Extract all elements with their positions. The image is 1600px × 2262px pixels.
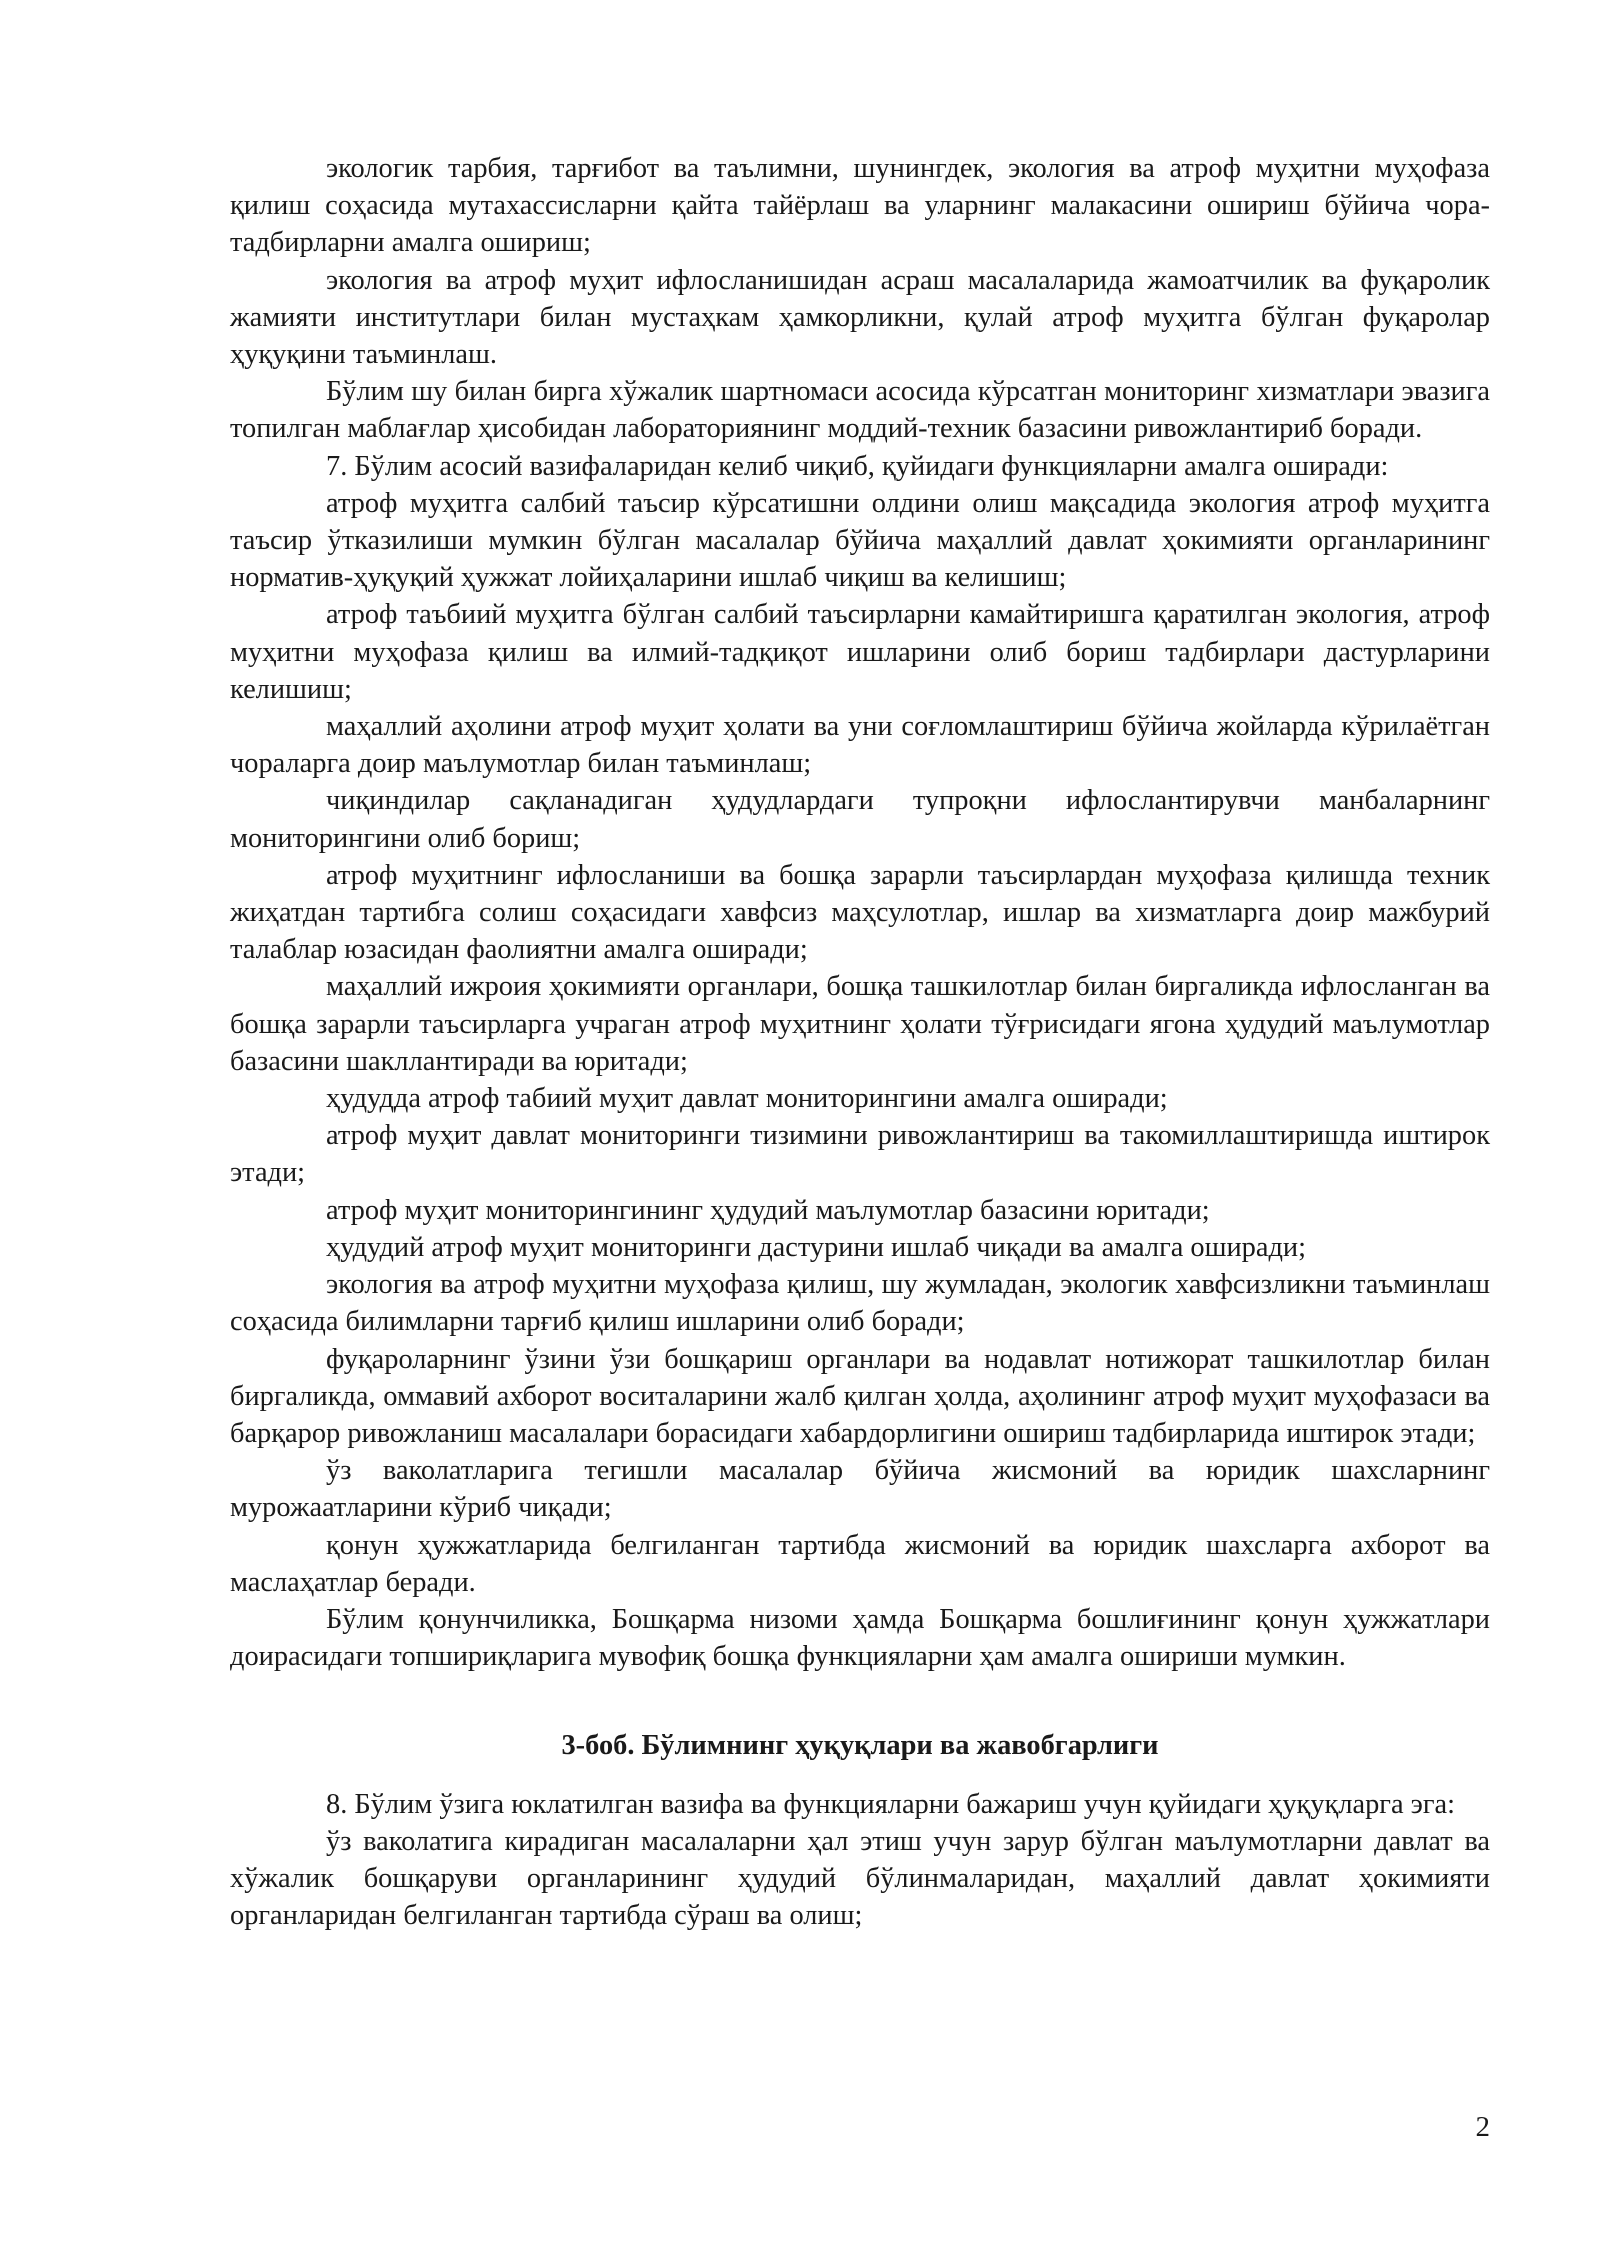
paragraph: экология ва атроф муҳит ифлосланишидан асраш масалаларида жамоатчилик ва фуқаролик жамияти институтлари билан мустаҳкам ҳамкорликни, қулай атроф муҳитга бўлган фуқаролар ҳуқуқини таъминлаш. xyxy=(230,264,1490,371)
paragraph: ўз ваколатига кирадиган масалаларни ҳал этиш учун зарур бўлган маълумотларни давлат ва хўжалик бошқаруви органларининг ҳудудий бўлинмаларидан, маҳаллий давлат ҳокимияти органларидан белгиланган тартибда сўраш ва олиш; xyxy=(230,1825,1490,1932)
paragraph: ҳудудий атроф муҳит мониторинги дастурини ишлаб чиқади ва амалга оширади; xyxy=(326,1231,1306,1263)
numbered-paragraph-8: 8. Бўлим ўзига юклатилган вазифа ва функцияларни бажариш учун қуйидаги ҳуқуқларга эга: xyxy=(326,1788,1455,1820)
paragraph: Бўлим қонунчиликка, Бошқарма низоми ҳамда Бошқарма бошлиғининг қонун ҳужжатлари доирасидаги топшириқларига мувофиқ бошқа функцияларни ҳам амалга ошириши мумкин. xyxy=(230,1603,1490,1673)
page-number: 2 xyxy=(1475,2111,1490,2143)
paragraph: атроф муҳит давлат мониторинги тизимини ривожлантириш ва такомиллаштиришда иштирок этади; xyxy=(230,1120,1490,1189)
numbered-paragraph-7: 7. Бўлим асосий вазифаларидан келиб чиқиб, қуйидаги функцияларни амалга оширади: xyxy=(326,450,1389,482)
paragraph: экологик тарбия, тарғибот ва таълимни, шунингдек, экология ва атроф муҳитни муҳофаза қилиш соҳасида мутахассисларни қайта тайёрлаш ва уларнинг малакасини ошириш бўйича чора-тадбирларни амалга ошириш; xyxy=(230,153,1490,259)
paragraph: атроф муҳитнинг ифлосланиши ва бошқа зарарли таъсирлардан муҳофаза қилишда техник жиҳатдан тартибга солиш соҳасидаги хавфсиз маҳсулотлар, ишлар ва хизматларга доир мажбурий талаблар юзасидан фаолиятни амалга оширади; xyxy=(230,859,1490,966)
paragraph: ҳудудда атроф табиий муҳит давлат мониторингини амалга оширади; xyxy=(326,1083,1168,1115)
paragraph: Бўлим шу билан бирга хўжалик шартномаси асосида кўрсатган мониторинг хизматлари эвазига топилган маблағлар ҳисобидан лабораториянинг моддий-техник базасини ривожлантириб боради. xyxy=(230,376,1490,445)
paragraph: маҳаллий ижроия ҳокимияти органлари, бошқа ташкилотлар билан биргаликда ифлосланган ва бошқа зарарли таъсирларга учраган атроф муҳитнинг ҳолати тўғрисидаги ягона ҳудудий маълумотлар базасини шакллантиради ва юритади; xyxy=(230,971,1490,1077)
paragraph: чиқиндилар сақланадиган ҳудудлардаги тупроқни ифлослантирувчи манбаларнинг мониторингини олиб бориш; xyxy=(230,785,1490,854)
paragraph: фуқароларнинг ўзини ўзи бошқариш органлари ва нодавлат нотижорат ташкилотлар билан биргаликда, оммавий ахборот воситаларини жалб қилган ҳолда, аҳолининг атроф муҳит муҳофазаси ва барқарор ривожланиш масалалари борасидаги хабардорлигини ошириш тадбирларида иштирок этади; xyxy=(230,1343,1490,1449)
chapter-title: 3-боб. Бўлимнинг ҳуқуқлари ва жавобгарлиги xyxy=(561,1730,1159,1762)
document-page xyxy=(230,150,1490,1934)
paragraph: атроф муҳитга салбий таъсир кўрсатишни олдини олиш мақсадида экология атроф муҳитга таъсир ўтказилиши мумкин бўлган масалалар бўйича маҳаллий давлат ҳокимияти органларининг норматив-ҳуқуқий ҳужжат лойиҳаларини ишлаб чиқиш ва келишиш; xyxy=(230,487,1490,594)
paragraph: маҳаллий аҳолини атроф муҳит ҳолати ва уни соғломлаштириш бўйича жойларда кўрилаётган чораларга доир маълумотлар билан таъминлаш; xyxy=(230,711,1490,780)
paragraph: қонун ҳужжатларида белгиланган тартибда жисмоний ва юридик шахсларга ахборот ва маслаҳатлар беради. xyxy=(230,1529,1490,1598)
paragraph: ўз ваколатларига тегишли масалалар бўйича жисмоний ва юридик шахсларнинг мурожаатларини кўриб чиқади; xyxy=(230,1455,1490,1524)
paragraph: экология ва атроф муҳитни муҳофаза қилиш, шу жумладан, экологик хавфсизликни таъминлаш соҳасида билимларни тарғиб қилиш ишларини олиб боради; xyxy=(230,1269,1490,1338)
paragraph: атроф муҳит мониторингининг ҳудудий маълумотлар базасини юритади; xyxy=(326,1194,1210,1226)
paragraph: атроф таъбиий муҳитга бўлган салбий таъсирларни камайтиришга қаратилган экология, атроф муҳитни муҳофаза қилиш ва илмий-тадқиқот ишларини олиб бориш тадбирлари дастурларини келишиш; xyxy=(230,599,1490,705)
